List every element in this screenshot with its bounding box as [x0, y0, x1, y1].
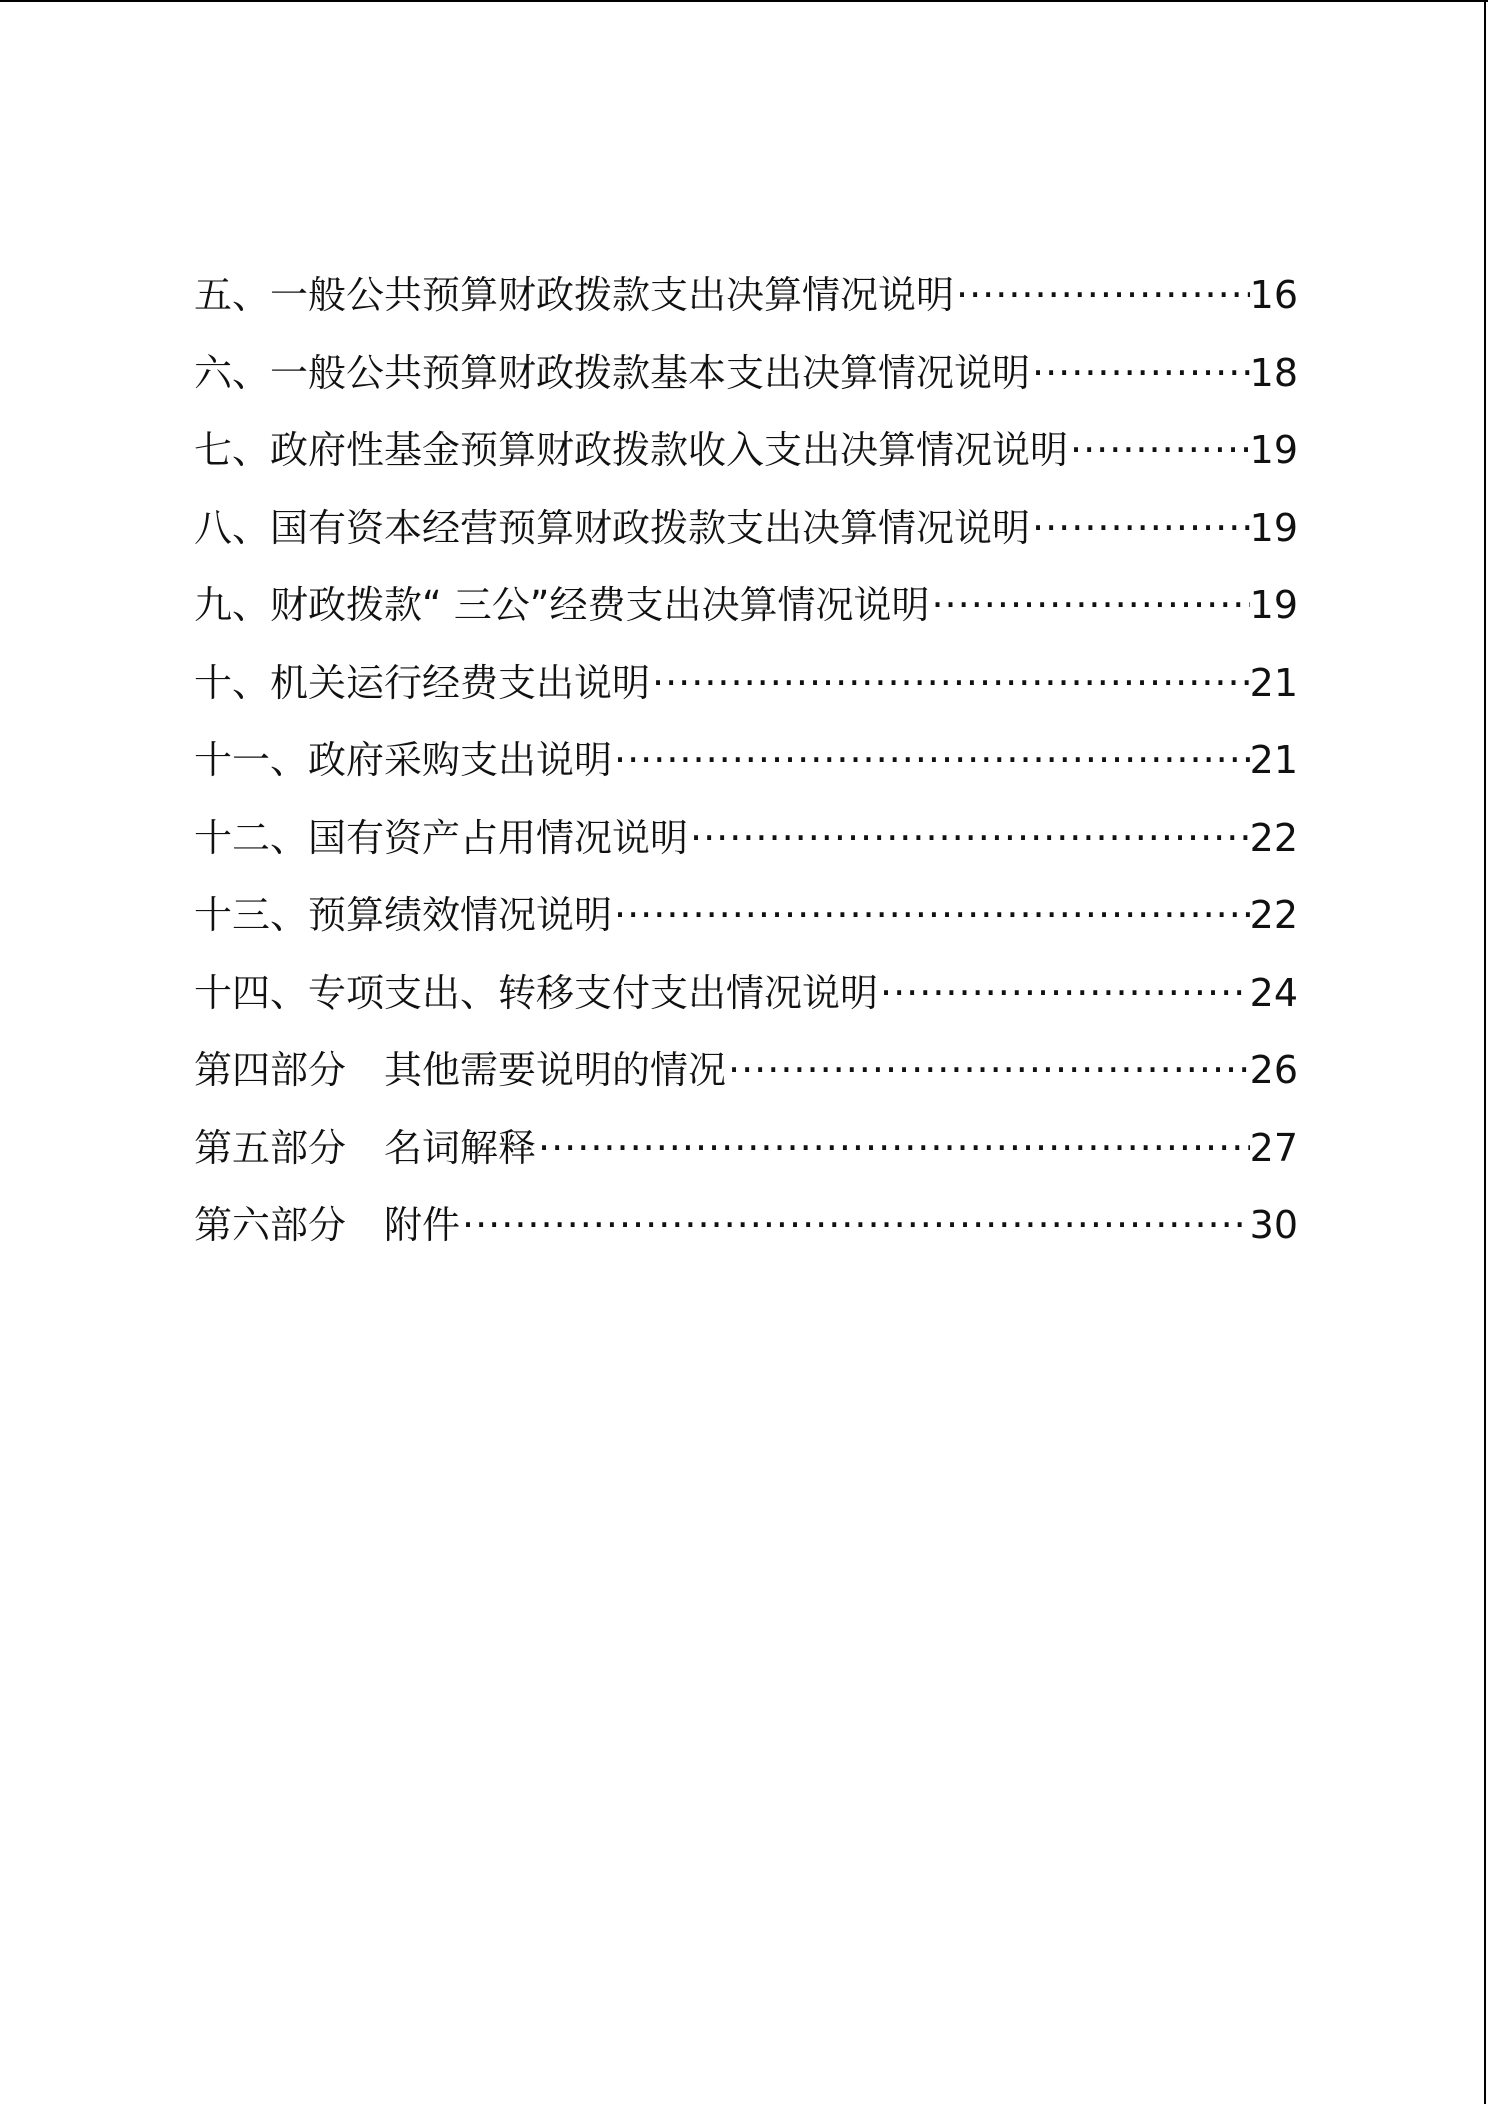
toc-entry-page: 18: [1249, 350, 1298, 395]
toc-dot-leader: [612, 732, 1250, 788]
toc-entry-title: 十三、预算绩效情况说明: [194, 893, 613, 937]
toc-entry-page: 16: [1249, 273, 1298, 317]
toc-entry-7[interactable]: [194, 422, 1298, 500]
toc-entry-part-5[interactable]: [194, 1120, 1298, 1198]
toc-entry-page: 19: [1249, 428, 1298, 472]
toc-dot-leader: [1030, 345, 1250, 401]
toc-entry-5[interactable]: [194, 267, 1298, 345]
toc-entry-9[interactable]: [194, 577, 1298, 655]
toc-entry-6[interactable]: [194, 345, 1298, 423]
toc-entry-title: 第五部分 名词解释: [194, 1125, 537, 1170]
toc-entry-part-4[interactable]: [194, 1042, 1298, 1120]
toc-entry-title: 八、国有资本经营预算财政拨款支出决算情况说明: [194, 505, 1031, 550]
toc-dot-leader: [688, 810, 1250, 866]
toc-entry-page: 30: [1249, 1203, 1298, 1247]
toc-entry-page: 21: [1249, 738, 1298, 782]
toc-dot-leader: [929, 577, 1249, 633]
toc-entry-10[interactable]: [194, 655, 1298, 733]
toc-entry-page: 22: [1249, 893, 1298, 937]
toc-entry-page: 24: [1249, 970, 1298, 1015]
toc-entry-page: 26: [1249, 1048, 1298, 1092]
toc-dot-leader: [612, 887, 1250, 943]
toc-entry-11[interactable]: [194, 732, 1298, 810]
toc-dot-leader: [460, 1197, 1250, 1253]
toc-entry-title: 五、一般公共预算财政拨款支出决算情况说明: [194, 273, 955, 317]
toc-entry-title: 十、机关运行经费支出说明: [194, 660, 651, 705]
toc-dot-leader: [650, 655, 1250, 711]
toc-entry-title: 十一、政府采购支出说明: [194, 738, 613, 782]
toc-entry-title: 九、财政拨款“ 三公”经费支出决算情况说明: [194, 583, 930, 627]
toc-dot-leader: [726, 1042, 1250, 1098]
toc-entry-page: 19: [1249, 505, 1298, 550]
toc-dot-leader: [536, 1120, 1250, 1176]
page-border-right: [1484, 0, 1486, 2104]
toc-entry-page: 27: [1249, 1125, 1298, 1170]
toc-dot-leader: [954, 267, 1250, 323]
toc-entry-page: 19: [1249, 583, 1298, 627]
toc-entry-page: 21: [1249, 660, 1298, 705]
toc-dot-leader: [1030, 500, 1250, 556]
toc-entry-14[interactable]: [194, 965, 1298, 1043]
page-border-top: [0, 0, 1488, 2]
table-of-contents: [194, 267, 1298, 1275]
toc-dot-leader: [878, 965, 1250, 1021]
toc-entry-8[interactable]: [194, 500, 1298, 578]
toc-entry-title: 十二、国有资产占用情况说明: [194, 815, 689, 860]
toc-entry-title: 第四部分 其他需要说明的情况: [194, 1048, 727, 1092]
toc-entry-title: 六、一般公共预算财政拨款基本支出决算情况说明: [194, 350, 1031, 395]
toc-entry-page: 22: [1249, 815, 1298, 860]
toc-dot-leader: [1068, 422, 1250, 478]
toc-entry-13[interactable]: [194, 887, 1298, 965]
toc-entry-title: 七、政府性基金预算财政拨款收入支出决算情况说明: [194, 428, 1069, 472]
toc-entry-title: 十四、专项支出、转移支付支出情况说明: [194, 970, 879, 1015]
toc-entry-12[interactable]: [194, 810, 1298, 888]
toc-entry-part-6[interactable]: [194, 1197, 1298, 1275]
toc-entry-title: 第六部分 附件: [194, 1203, 461, 1247]
